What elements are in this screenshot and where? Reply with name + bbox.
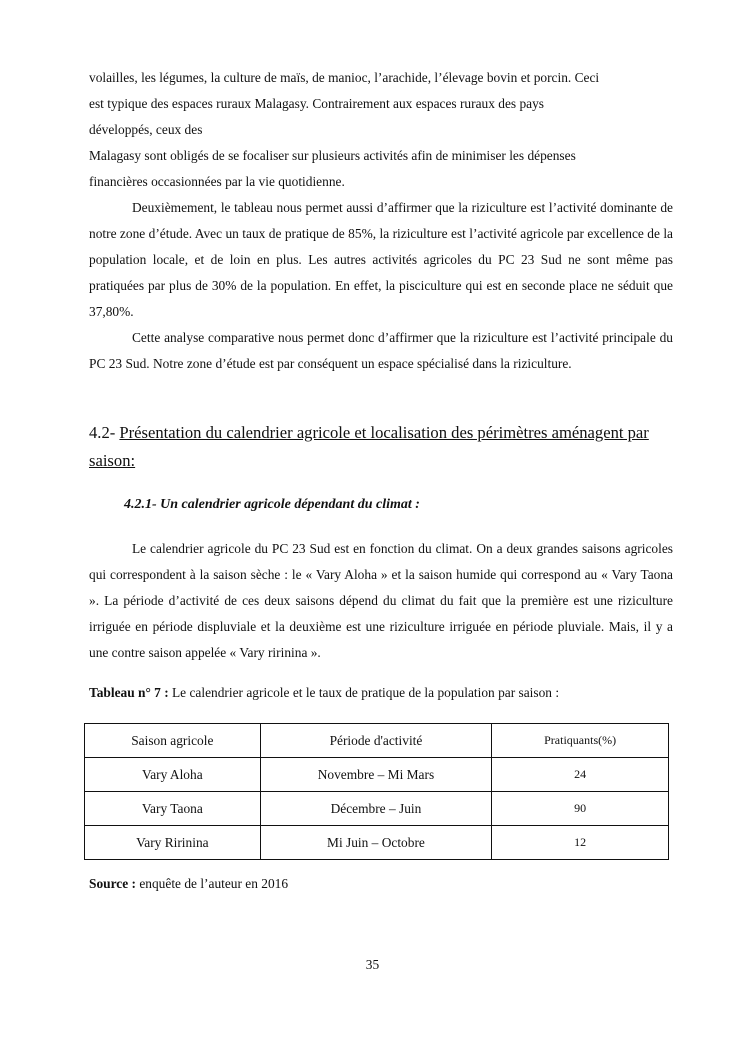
table-cell-saison: Vary Aloha [85, 758, 261, 792]
table-cell-periode: Décembre – Juin [260, 792, 492, 826]
paragraph-riziculture-dominant: Deuxièmement, le tableau nous permet aussi d’affirmer que la riziculture est l’activité dominante de notre zone d’étude. Avec un taux de pratique de 85%, la riziculture est l’activité agricole par excellence de la population locale, et de loin en plus. Les autres activités agricoles du PC 23 Sud ne sont même pas pratiquées par plus de 30% de la population. En effet, la pisciculture qui est en seconde place ne séduit que 37,80%. [89, 200, 673, 319]
section-heading [89, 419, 689, 475]
paragraph-analyse-comparative: Cette analyse comparative nous permet donc d’affirmer que la riziculture est l’activité principale du PC 23 Sud. Notre zone d’étude est par conséquent un espace spécialisé dans la riziculture. [89, 330, 673, 371]
table-header-cell: Saison agricole [85, 724, 261, 758]
table-source [89, 876, 288, 892]
table-cell-periode: Novembre – Mi Mars [260, 758, 492, 792]
table-row [85, 758, 669, 792]
table-header-row [85, 724, 669, 758]
table-cell-saison: Vary Taona [85, 792, 261, 826]
source-label: Source : [89, 876, 136, 891]
intro-line-1: volailles, les légumes, la culture de maïs, de manioc, l’arachide, l’élevage bovin et porcin. Ceci [89, 70, 600, 85]
intro-line-5: financières occasionnées par la vie quotidienne. [89, 174, 345, 189]
table-cell-pratiquants: 90 [492, 792, 669, 826]
table-header-cell: Période d'activité [260, 724, 492, 758]
table-row [85, 826, 669, 860]
page-number: 35 [365, 957, 380, 972]
table-caption-label: Tableau n° 7 : [89, 685, 169, 700]
intro-line-2: est typique des espaces ruraux Malagasy. Contrairement aux espaces ruraux des pays [89, 96, 544, 111]
intro-line-3: développés, ceux des [89, 122, 203, 137]
section-heading-number: 4.2- [89, 423, 120, 442]
source-text: enquête de l’auteur en 2016 [136, 876, 289, 891]
intro-paragraph [89, 65, 673, 195]
table-cell-pratiquants: 24 [492, 758, 669, 792]
paragraph-calendrier: Le calendrier agricole du PC 23 Sud est en fonction du climat. On a deux grandes saisons agricoles qui correspondent à la saison sèche : le « Vary Aloha » et la saison humide qui correspond au « Vary Taona ». La période d’activité de ces deux saisons dépend du climat du fait que la première est une riziculture irriguée en période displuviale et la deuxième est une riziculture irriguée en période pluviale. Mais, il y a une contre saison appelée « Vary ririnina ». [89, 541, 673, 660]
table-cell-saison: Vary Ririnina [85, 826, 261, 860]
intro-line-4: Malagasy sont obligés de se focaliser sur plusieurs activités afin de minimiser les dépenses [89, 148, 576, 163]
calendar-table [84, 723, 669, 860]
table-cell-periode: Mi Juin – Octobre [260, 826, 492, 860]
table-caption-text: Le calendrier agricole et le taux de pratique de la population par saison : [168, 685, 560, 700]
table-cell-pratiquants: 12 [492, 826, 669, 860]
table-row [85, 792, 669, 826]
subsection-heading: 4.2.1- Un calendrier agricole dépendant du climat : [124, 497, 420, 512]
table-header-cell: Pratiquants(%) [492, 724, 669, 758]
section-heading-title: Présentation du calendrier agricole et localisation des périmètres aménagent par saison: [89, 423, 649, 470]
table-caption [89, 685, 559, 701]
